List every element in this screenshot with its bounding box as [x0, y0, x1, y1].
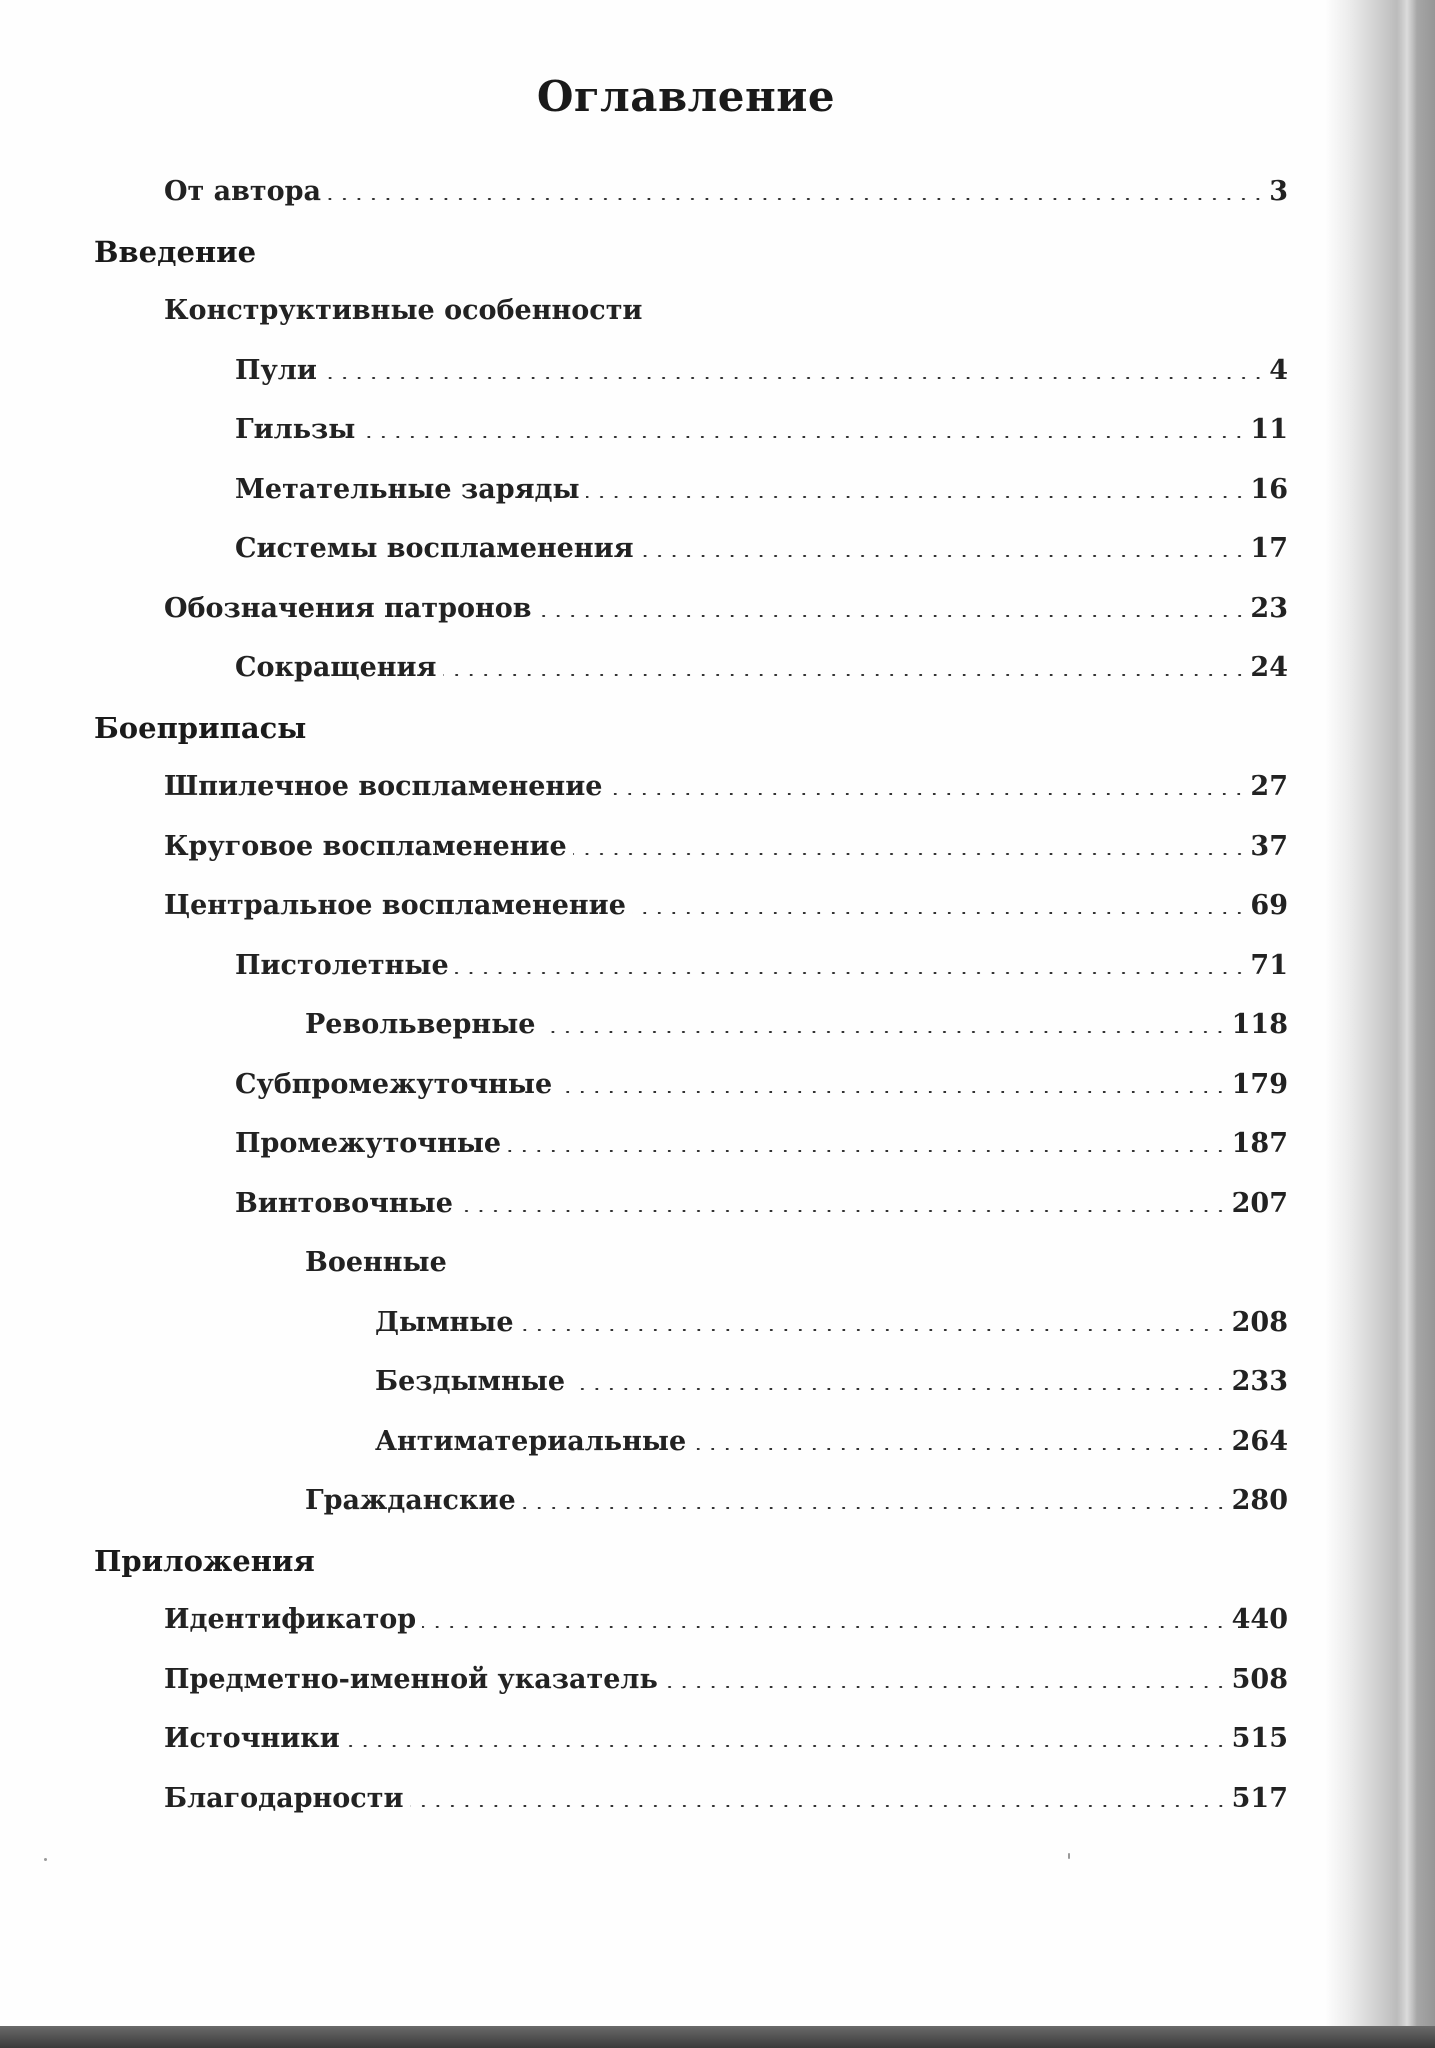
toc-entry-label: Дымные	[375, 1306, 514, 1338]
toc-page-number: 187	[1231, 1128, 1288, 1159]
toc-dot-leader	[538, 615, 1247, 617]
toc-page-number: 3	[1269, 176, 1288, 207]
toc-entry-label: Метательные заряды	[235, 473, 580, 505]
toc-entry	[235, 410, 1288, 450]
toc-entry-label: Идентификатор	[164, 1604, 417, 1635]
toc-page-number: 508	[1231, 1663, 1288, 1695]
toc-page-number: 233	[1231, 1366, 1288, 1397]
toc-dot-leader	[346, 1745, 1228, 1747]
toc-page-number: 17	[1250, 533, 1288, 564]
toc-entry	[164, 827, 1288, 867]
toc-entry-label: Предметно-именной указатель	[164, 1663, 658, 1695]
page-title: Оглавление	[536, 72, 836, 121]
toc-dot-leader	[692, 1448, 1227, 1450]
toc-entry	[235, 470, 1288, 510]
toc-entry-label: Источники	[164, 1723, 340, 1754]
toc-entry	[164, 1600, 1288, 1640]
toc-dot-leader	[571, 1388, 1228, 1390]
toc-dot-leader	[522, 1507, 1228, 1509]
toc-page-number: 4	[1269, 354, 1288, 386]
toc-entry	[164, 1660, 1288, 1700]
toc-entry	[164, 1719, 1288, 1759]
toc-entry	[164, 172, 1288, 212]
toc-entry	[164, 589, 1288, 629]
toc-dot-leader	[573, 853, 1247, 855]
toc-dot-leader	[455, 972, 1247, 974]
toc-entry	[94, 1541, 315, 1581]
toc-page-number: 27	[1250, 771, 1288, 802]
toc-page-number: 11	[1250, 414, 1288, 445]
toc-entry	[235, 1184, 1288, 1224]
toc-entry-label: От автора	[164, 176, 322, 207]
toc-entry-label: Субпромежуточные	[235, 1068, 553, 1100]
toc-entry	[235, 946, 1288, 986]
toc-page-number: 517	[1231, 1782, 1288, 1814]
toc-entry-label: Гражданские	[305, 1485, 516, 1516]
toc-entry-label: Конструктивные особенности	[164, 295, 643, 326]
toc-page-number: 23	[1250, 592, 1288, 624]
toc-page-number: 179	[1231, 1068, 1288, 1100]
toc-dot-leader	[327, 198, 1265, 200]
toc-entry-label: Антиматериальные	[375, 1425, 687, 1457]
toc-entry	[235, 1065, 1288, 1105]
toc-page-number: 208	[1231, 1306, 1288, 1338]
toc-entry	[305, 1243, 447, 1283]
toc-entry-label: Сокращения	[235, 652, 437, 683]
toc-entry	[235, 529, 1288, 569]
toc-entry-label: Введение	[94, 234, 257, 269]
toc-entry-label: Гильзы	[235, 414, 356, 445]
toc-entry	[305, 1005, 1288, 1045]
toc-entry	[164, 291, 642, 331]
toc-page-number: 24	[1250, 652, 1288, 683]
toc-entry-label: Пистолетные	[235, 949, 449, 981]
toc-page-number: 118	[1231, 1009, 1288, 1040]
toc-entry	[305, 1481, 1288, 1521]
toc-entry-label: Боеприпасы	[94, 710, 307, 745]
toc-entry-label: Обозначения патронов	[164, 592, 532, 624]
toc-entry	[164, 767, 1288, 807]
toc-entry-label: Пули	[235, 354, 317, 386]
toc-entry-label: Системы воспламенения	[235, 533, 634, 564]
toc-entry-label: Револьверные	[305, 1009, 536, 1040]
toc-entry	[164, 886, 1288, 926]
toc-dot-leader	[632, 912, 1247, 914]
toc-page-number: 515	[1231, 1723, 1288, 1754]
toc-entry	[94, 232, 256, 272]
toc-dot-leader	[664, 1686, 1228, 1688]
toc-entry	[235, 351, 1288, 391]
toc-entry	[375, 1362, 1288, 1402]
toc-dot-leader	[586, 496, 1247, 498]
toc-entry-label: Приложения	[94, 1543, 315, 1578]
toc-entry	[235, 1124, 1288, 1164]
toc-dot-leader	[558, 1091, 1228, 1093]
toc-entry-label: Шпилечное воспламенение	[164, 771, 603, 802]
toc-entry-label: Промежуточные	[235, 1128, 502, 1159]
toc-page-number: 440	[1231, 1604, 1288, 1635]
toc-entry-label: Центральное воспламенение	[164, 890, 626, 921]
toc-entry	[235, 648, 1288, 688]
toc-page-number: 37	[1250, 830, 1288, 862]
toc-dot-leader	[459, 1210, 1228, 1212]
toc-entry	[164, 1779, 1288, 1819]
toc-page-number: 280	[1231, 1485, 1288, 1516]
toc-page-number: 16	[1250, 473, 1288, 505]
toc-dot-leader	[541, 1031, 1227, 1033]
toc-entry	[94, 708, 306, 748]
toc-entry	[375, 1303, 1288, 1343]
toc-dot-leader	[410, 1805, 1228, 1807]
toc-page-number: 264	[1231, 1425, 1288, 1457]
toc-entry-label: Винтовочные	[235, 1187, 453, 1219]
toc-entry	[375, 1422, 1288, 1462]
toc-entry-label: Бездымные	[375, 1366, 566, 1397]
toc-dot-leader	[520, 1329, 1228, 1331]
toc-dot-leader	[422, 1626, 1227, 1628]
toc-dot-leader	[361, 436, 1246, 438]
toc-entry-label: Военные	[305, 1247, 447, 1278]
toc-dot-leader	[640, 555, 1247, 557]
toc-entry-label: Круговое воспламенение	[164, 830, 567, 862]
toc-dot-leader	[507, 1150, 1228, 1152]
toc-dot-leader	[443, 674, 1247, 676]
toc-page-number: 69	[1250, 890, 1288, 921]
toc-page-number: 207	[1231, 1187, 1288, 1219]
toc-dot-leader	[608, 793, 1246, 795]
toc-dot-leader	[323, 377, 1265, 379]
toc-page-number: 71	[1250, 949, 1288, 981]
toc-entry-label: Благодарности	[164, 1782, 404, 1814]
